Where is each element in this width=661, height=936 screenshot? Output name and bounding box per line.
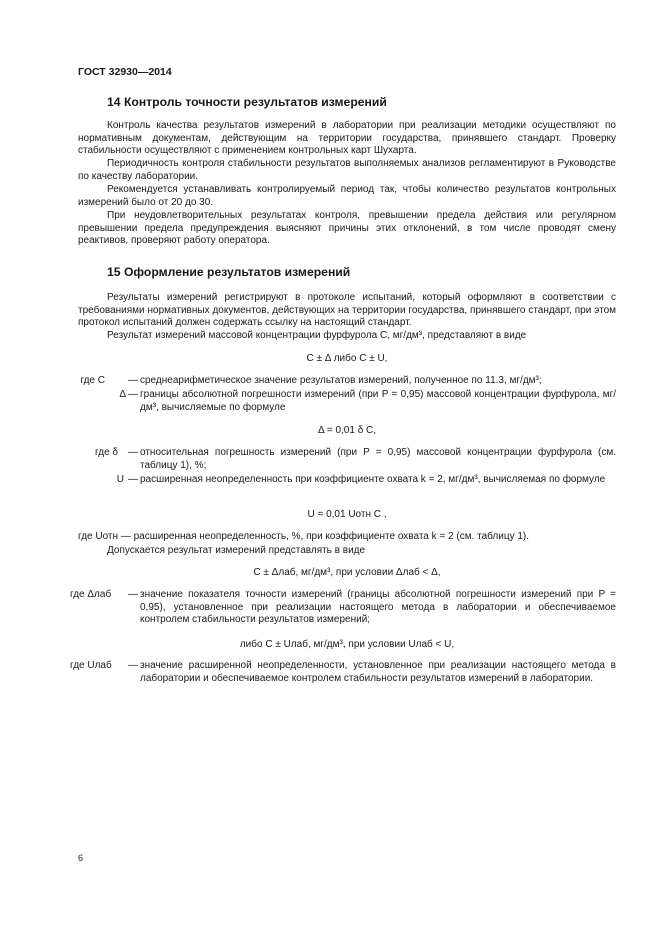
definition-delta-lab <box>70 589 616 627</box>
formula-lab-delta: C ± Δлаб, мг/дм³, при условии Δлаб < Δ, <box>253 567 441 578</box>
definition-label: Δ <box>119 389 126 400</box>
definition-text: среднеарифметическое значение результатов измерений, полученное по 11.3, мг/дм³; <box>140 375 542 386</box>
definition-u <box>78 474 616 487</box>
s14-paragraph-2: Периодичность контроля стабильности результатов выполняемых анализов регламентируют в Руководстве по качеству лаборатории. <box>78 158 616 182</box>
definition-dash: — <box>120 531 131 542</box>
definition-label: где Δлаб <box>70 589 112 600</box>
definition-text: границы абсолютной погрешности измерений (при P = 0,95) массовой концентрации фурфурола, мг/дм³, вычисляемые по формуле <box>140 389 616 413</box>
definition-label: где Uотн <box>78 531 119 542</box>
s15-paragraph-1: Результаты измерений регистрируют в протоколе испытаний, который оформляют в соответствии с требованиями нормативных документов, действующих на территории государства, принявшего стандарт, при этом протокол испытаний должен содержать ссылку на настоящий стандарт. <box>78 292 616 329</box>
definition-u-lab <box>70 660 616 685</box>
definition-dash: — <box>128 375 138 386</box>
definition-dash: — <box>128 447 138 458</box>
definition-relative-error <box>78 447 616 472</box>
definition-label: где δ <box>95 447 118 458</box>
document-header: ГОСТ 32930—2014 <box>78 66 172 78</box>
s14-paragraph-4: При неудовлетворительных результатах контроля, превышении предела действия или регулярном превышении предела предупреждения выясняют причины этих отклонений, в том числе проводят смену реактивов, проверяют работу оператора. <box>78 210 616 247</box>
definition-text: относительная погрешность измерений (при P = 0,95) массовой концентрации фурфурола (см. таблицу 1), %; <box>140 447 616 471</box>
formula-result: C ± Δ либо C ± U, <box>306 353 388 364</box>
definition-dash: — <box>128 660 138 671</box>
s15-paragraph-3: Допускается результат измерений представлять в виде <box>107 545 366 556</box>
definition-dash: — <box>128 474 138 485</box>
section-14-title: 14 Контроль точности результатов измерений <box>107 95 387 109</box>
definition-dash: — <box>128 389 138 400</box>
definition-label: где C <box>80 375 105 386</box>
definition-delta <box>78 389 616 414</box>
page-number: 6 <box>78 853 84 863</box>
definition-text: значение показателя точности измерений (границы абсолютной погрешности измерений при P = 0,95), установленное при реализации настоящего метода в лаборатории и обеспечиваемое контролем стабильности результатов измерений; <box>140 589 616 626</box>
definition-label: U <box>116 474 124 485</box>
definition-text: расширенная неопределенность, %, при коэффициенте охвата k = 2 (см. таблицу 1). <box>133 531 530 542</box>
s14-paragraph-3: Рекомендуется устанавливать контролируемый период так, чтобы количество результатов контрольных измерений было от 20 до 30. <box>78 184 616 208</box>
definition-c-mean <box>78 375 616 388</box>
definition-dash: — <box>128 589 138 600</box>
s14-paragraph-1: Контроль качества результатов измерений в лаборатории при реализации методики осуществляют по нормативным документам, действующим на территории государства, принявшего стандарт. Проверку стабильности осуществляют с применением контрольных карт Шухарта. <box>78 120 616 157</box>
definition-text: расширенная неопределенность при коэффициенте охвата k = 2, мг/дм³, вычисляемая по формуле <box>140 474 606 485</box>
formula-u: U = 0,01 Uотн C , <box>307 509 387 520</box>
definition-label: где Uлаб <box>70 660 112 671</box>
definition-u-rel <box>78 531 616 544</box>
s15-paragraph-2: Результат измерений массовой концентрации фурфурола C, мг/дм³, представляют в виде <box>107 330 527 341</box>
section-15-title: 15 Оформление результатов измерений <box>107 265 351 279</box>
formula-lab-u: либо C ± Uлаб, мг/дм³, при условии Uлаб < U, <box>239 639 455 650</box>
definition-text: значение расширенной неопределенности, установленное при реализации настоящего метода в лаборатории и обеспечиваемое контролем стабильности результатов измерений в лаборатории. <box>140 660 616 684</box>
formula-delta: Δ = 0,01 δ C, <box>317 425 377 436</box>
